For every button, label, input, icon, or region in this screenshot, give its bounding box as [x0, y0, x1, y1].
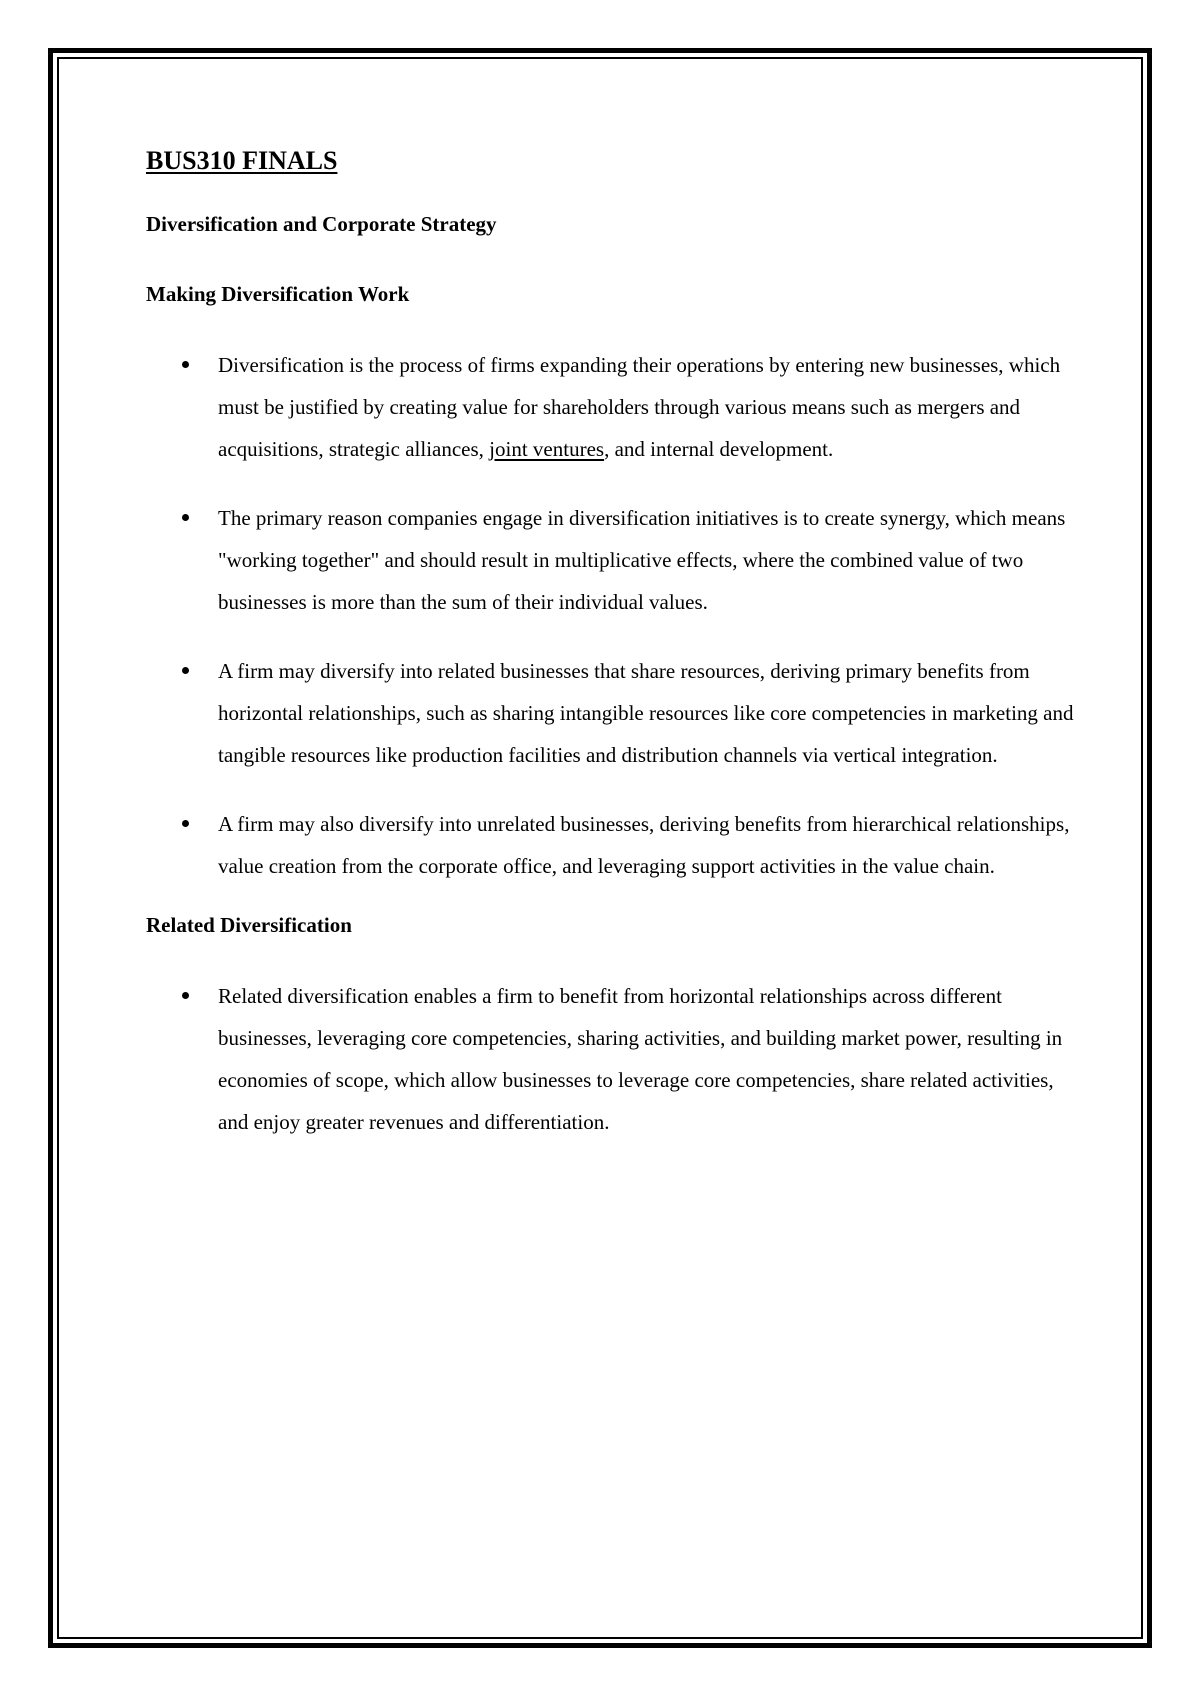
bullet-list-making-diversification-work [146, 344, 1076, 887]
list-item [146, 803, 1076, 887]
bullet-text: A firm may also diversify into unrelated businesses, deriving benefits from hierarchical relationships, value creation from the corporate office, and leveraging support activities in the value chain. [218, 812, 1070, 878]
main-heading: Diversification and Corporate Strategy [146, 212, 497, 236]
list-item [146, 650, 1076, 776]
bullet-text-part: , and internal development. [604, 437, 834, 461]
bullet-text-part: Diversification is the process of firms expanding their operations by entering new businesses, which must be justified by creating value for shareholders through various means such as mergers and acquisitions, strategic alliances, [218, 353, 1061, 461]
document-title: BUS310 FINALS [146, 146, 338, 175]
bullet-icon [182, 667, 189, 674]
document-body [146, 144, 1076, 1170]
section-heading-related-diversification: Related Diversification [146, 913, 352, 937]
bullet-icon [182, 820, 189, 827]
bullet-icon [182, 361, 189, 368]
bullet-icon [182, 992, 189, 999]
list-item [146, 497, 1076, 623]
list-item [146, 975, 1076, 1143]
bullet-icon [182, 514, 189, 521]
underlined-term-joint-ventures: joint ventures [489, 437, 605, 461]
bullet-text: The primary reason companies engage in diversification initiatives is to create synergy, which means "working together" and should result in multiplicative effects, where the combined value of two businesses is more than the sum of their individual values. [218, 506, 1066, 614]
bullet-text: Related diversification enables a firm to benefit from horizontal relationships across different businesses, leveraging core competencies, sharing activities, and building market power, resulting in economies of scope, which allow businesses to leverage core competencies, share related activities, and enjoy greater revenues and differentiation. [218, 984, 1063, 1134]
bullet-text: A firm may diversify into related businesses that share resources, deriving primary benefits from horizontal relationships, such as sharing intangible resources like core competencies in marketing and tangible resources like production facilities and distribution channels via vertical integration. [218, 659, 1074, 767]
section-heading-making-diversification-work: Making Diversification Work [146, 282, 410, 306]
bullet-list-related-diversification [146, 975, 1076, 1143]
list-item [146, 344, 1076, 470]
